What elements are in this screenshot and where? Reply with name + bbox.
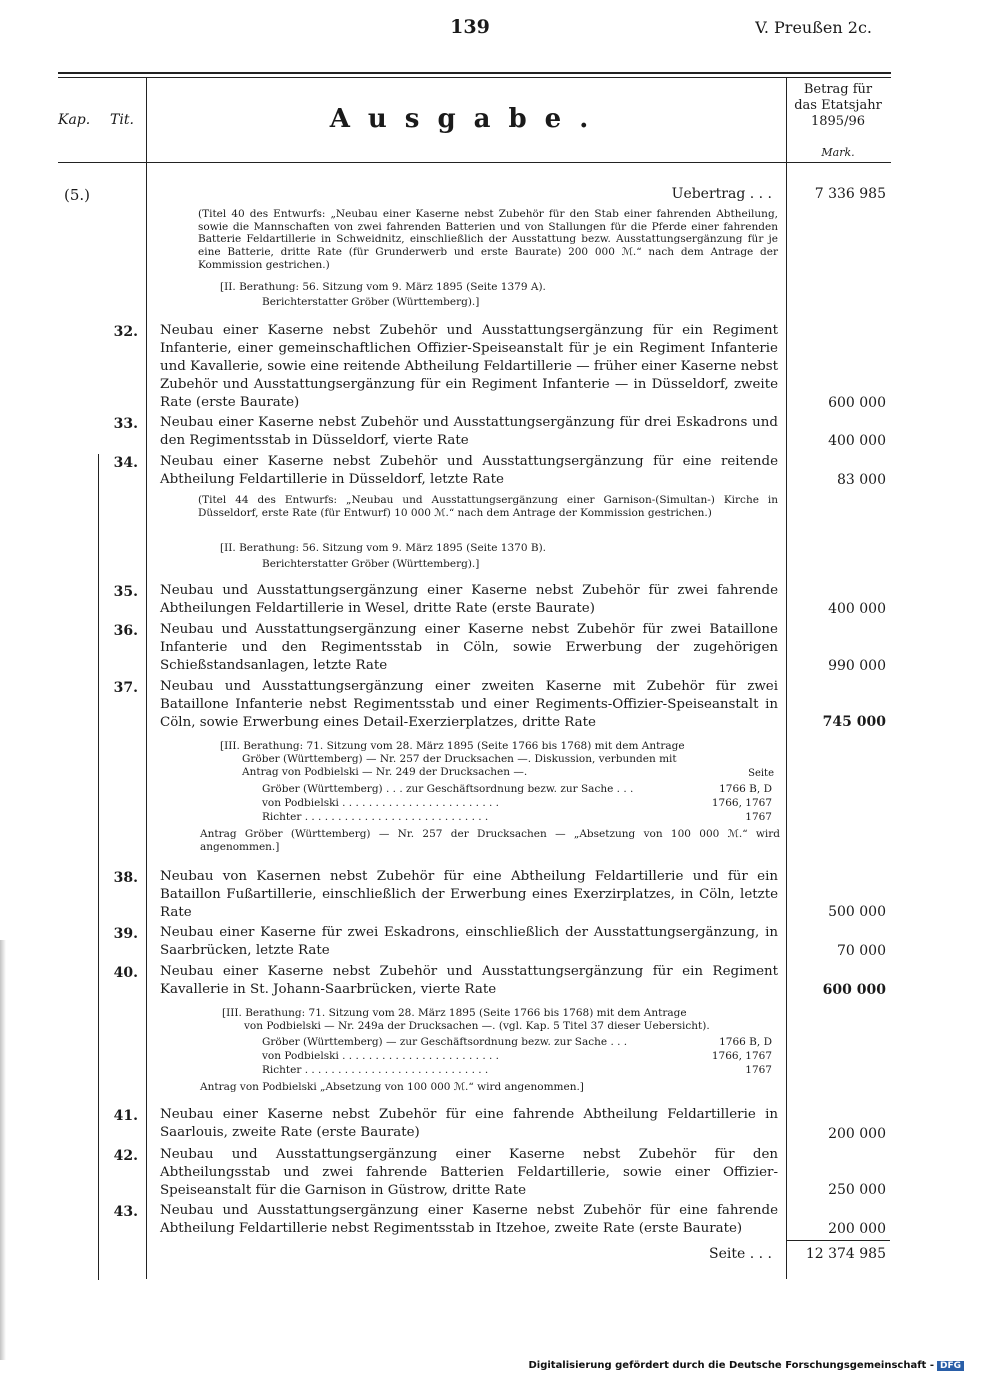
speaker-pages: 1767 [745,1064,772,1076]
budget-item-amount: 600 000 [828,395,886,411]
note-40-line2: von Podbielski — Nr. 249a der Drucksachen —. (vgl. Kap. 5 Titel 37 dieser Uebersicht). [244,1020,710,1032]
budget-item-text: Neubau und Ausstattungsergänzung einer Kaserne nebst Zubehör für den Abtheilungsstab und zwei fahrende Batterien Feldartillerie, sowie einer Offizier-Speiseanstalt für die Garnison in Güstrow, dritte Rate [160,1147,778,1198]
speaker-pages: 1766 B, D [719,783,772,795]
tit-number: 37. [113,680,138,696]
tit-number: 35. [113,584,138,600]
budget-item-text: Neubau und Ausstattungsergänzung einer Kaserne nebst Zubehör für zwei Bataillone Infanterie und den Regimentsstab in Cöln, sowie Erwerbung der zugehörigen Schießstandsanlagen, letzte Rate [160,622,778,673]
column-header-kap: Kap. [58,112,91,128]
column-header-amount [786,82,890,130]
tit-number: 42. [113,1148,138,1164]
budget-item-amount: 400 000 [828,601,886,617]
tit-number: 43. [113,1204,138,1220]
speaker-name: von Podbielski . . . . . . . . . . . . . . . . . . . . . . . . [262,797,500,809]
budget-item-amount: 600 000 [822,982,886,998]
seite-label: Seite [748,768,774,779]
speaker-name: Richter . . . . . . . . . . . . . . . . . . . . . . . . . . . . [262,811,489,823]
footer-text: Digitalisierung gefördert durch die Deutsche Forschungsgemeinschaft - [528,1360,934,1371]
speaker-pages: 1766 B, D [719,1036,772,1048]
budget-item-amount: 200 000 [828,1126,886,1142]
scan-edge [0,940,6,1360]
budget-item-amount: 400 000 [828,433,886,449]
budget-item-text: Neubau einer Kaserne für zwei Eskadrons, einschließlich der Ausstattungsergänzung, in Saarbrücken, letzte Rate [160,925,778,958]
tit-number: 39. [113,926,138,942]
tit-number: 36. [113,623,138,639]
budget-item-text: Neubau und Ausstattungsergänzung einer Kaserne nebst Zubehör für eine fahrende Abtheilung Feldartillerie nebst Regimentsstab in Itzehoe, zweite Rate (erste Baurate) [160,1203,778,1236]
column-divider-amount [786,77,787,1279]
speaker-pages: 1766, 1767 [711,1050,772,1062]
speaker-row [262,797,772,810]
budget-item-text: Neubau einer Kaserne nebst Zubehör und Ausstattungsergänzung für ein Regiment Infanterie, einer gemeinschaftlichen Offizier-Speiseanstalt für je ein Regiment Infanterie und Kavallerie, sowie eine reitende Abtheilung Feldartillerie — früher einer Kaserne nebst Zubehör und Ausstattungsergänzung für ein Regiment Infanterie — in Düsseldorf, zweite Rate (erste Baurate) [160,323,778,410]
budget-item-text: Neubau und Ausstattungsergänzung einer zweiten Kaserne mit Zubehör für zwei Bataillone Infanterie nebst Regimentsstab und einer Regiments-Offizier-Speiseanstalt in Cöln, sowie Erwerbung eines Detail-Exerzierplatzes, dritte Rate [160,679,778,730]
speaker-row [262,1050,772,1063]
amount-header-line3: 1895/96 [810,114,865,129]
page-total-amount: 12 374 985 [805,1246,886,1262]
section-title: Ausgabe. [329,104,607,134]
speaker-row [262,783,772,796]
budget-item-text: Neubau einer Kaserne nebst Zubehör und Ausstattungsergänzung für eine reitende Abtheilung Feldartillerie in Düsseldorf, letzte Rate [160,454,778,487]
amount-header-line1: Betrag für [803,82,873,97]
amount-header-line2: das Etatsjahr [794,98,882,113]
budget-item-text: Neubau einer Kaserne nebst Zubehör und Ausstattungsergänzung für drei Eskadrons und den Regimentsstab in Düsseldorf, vierte Rate [160,415,778,448]
budget-item-amount: 990 000 [828,658,886,674]
budget-item-amount: 70 000 [837,943,886,959]
amount-unit: Mark. [821,146,855,159]
carry-over-amount: 7 336 985 [814,186,886,202]
budget-item-amount: 200 000 [828,1221,886,1237]
tit-number: 38. [113,870,138,886]
note-entwurf-40-beratung: [II. Berathung: 56. Sitzung vom 9. März 1895 (Seite 1379 A). [220,281,546,293]
column-divider-kap [98,454,99,1280]
dfg-logo: DFG [937,1361,964,1371]
header-bottom-rule [58,162,891,163]
total-rule [786,1240,890,1241]
note-40-line1: [III. Berathung: 71. Sitzung vom 28. März 1895 (Seite 1766 bis 1768) mit dem Antrage [222,1007,687,1019]
note-entwurf-titel-40: (Titel 40 des Entwurfs: „Neubau einer Kaserne nebst Zubehör für den Stab einer fahrenden Abtheilung, sowie die Mannschaften von zwei fahrenden Batterien und von Stallungen für die Pferde einer fahrenden Batterie Feldartillerie in Schweidnitz, einschließlich der Ausstattung bezw. Ausstattungsergänzung für je eine Batterie, dritte Rate (für Grunderwerb und erste Baurate) 200 000 ℳ.“ nach dem Antrage der Kommission gestrichen.) [198,208,778,271]
note-40-antrag: Antrag von Podbielski „Absetzung von 100 000 ℳ.“ wird angenommen.] [200,1081,584,1093]
budget-item-amount: 745 000 [822,714,886,730]
digitization-footer [528,1360,964,1371]
page-number: 139 [450,16,490,38]
note-entwurf-titel-44: (Titel 44 des Entwurfs: „Neubau und Ausstattungsergänzung einer Garnison-(Simultan-) Kirche in Düsseldorf, erste Rate (für Entwurf) 10 000 ℳ.“ nach dem Antrage der Kommission gestrichen.) [198,494,778,519]
speaker-row [262,1064,772,1077]
speaker-name: von Podbielski . . . . . . . . . . . . . . . . . . . . . . . . [262,1050,500,1062]
budget-item-text: Neubau einer Kaserne nebst Zubehör für eine fahrende Abtheilung Feldartillerie in Saarlouis, zweite Rate (erste Baurate) [160,1107,778,1140]
tit-number: 41. [113,1108,138,1124]
note-37-line1: [III. Berathung: 71. Sitzung vom 28. März 1895 (Seite 1766 bis 1768) mit dem Antrage [220,740,685,752]
note-entwurf-44-reporter: Berichterstatter Gröber (Württemberg).] [262,558,480,570]
kap-value: (5.) [64,186,91,204]
speaker-pages: 1766, 1767 [711,797,772,809]
speaker-name: Richter . . . . . . . . . . . . . . . . . . . . . . . . . . . . [262,1064,489,1076]
speaker-name: Gröber (Württemberg) — zur Geschäftsordnung bezw. zur Sache . . . [262,1036,628,1048]
note-entwurf-44-beratung: [II. Berathung: 56. Sitzung vom 9. März 1895 (Seite 1370 B). [220,542,547,554]
budget-item-amount: 250 000 [828,1182,886,1198]
tit-number: 32. [113,324,138,340]
header-top-rule [58,77,891,78]
tit-number: 40. [113,965,138,981]
column-header-tit: Tit. [110,112,134,128]
note-37-line2: Gröber (Württemberg) — Nr. 257 der Drucksachen —. Diskussion, verbunden mit [242,753,677,765]
note-37-antrag: Antrag Gröber (Württemberg) — Nr. 257 der Drucksachen — „Absetzung von 100 000 ℳ.“ wird angenommen.] [200,828,780,853]
note-entwurf-40-reporter: Berichterstatter Gröber (Württemberg).] [262,296,480,308]
speaker-name: Gröber (Württemberg) . . . zur Geschäftsordnung bezw. zur Sache . . . [262,783,634,795]
speaker-row [262,811,772,824]
budget-item-text: Neubau und Ausstattungsergänzung einer Kaserne nebst Zubehör für zwei fahrende Abtheilungen Feldartillerie in Wesel, dritte Rate (erste Baurate) [160,583,778,616]
column-divider-tit [146,77,147,1279]
budget-item-amount: 83 000 [837,472,886,488]
note-37-line3: Antrag von Podbielski — Nr. 249 der Drucksachen —. [242,766,528,778]
running-head: V. Preußen 2c. [755,18,872,37]
tit-number: 34. [113,455,138,471]
budget-item-text: Neubau einer Kaserne nebst Zubehör und Ausstattungsergänzung für ein Regiment Kavallerie in St. Johann-Saarbrücken, vierte Rate [160,964,778,997]
budget-item-text: Neubau von Kasernen nebst Zubehör für eine Abtheilung Feldartillerie und für ein Bataillon Fußartillerie, einschließlich der Erwerbung eines Exerzirplatzes, in Cöln, letzte Rate [160,869,778,920]
speaker-row [262,1036,772,1049]
top-rule [58,72,891,74]
tit-number: 33. [113,416,138,432]
budget-item-amount: 500 000 [828,904,886,920]
carry-over-label: Uebertrag . . . [671,186,772,202]
speaker-pages: 1767 [745,811,772,823]
page-total-label: Seite . . . [709,1246,772,1262]
